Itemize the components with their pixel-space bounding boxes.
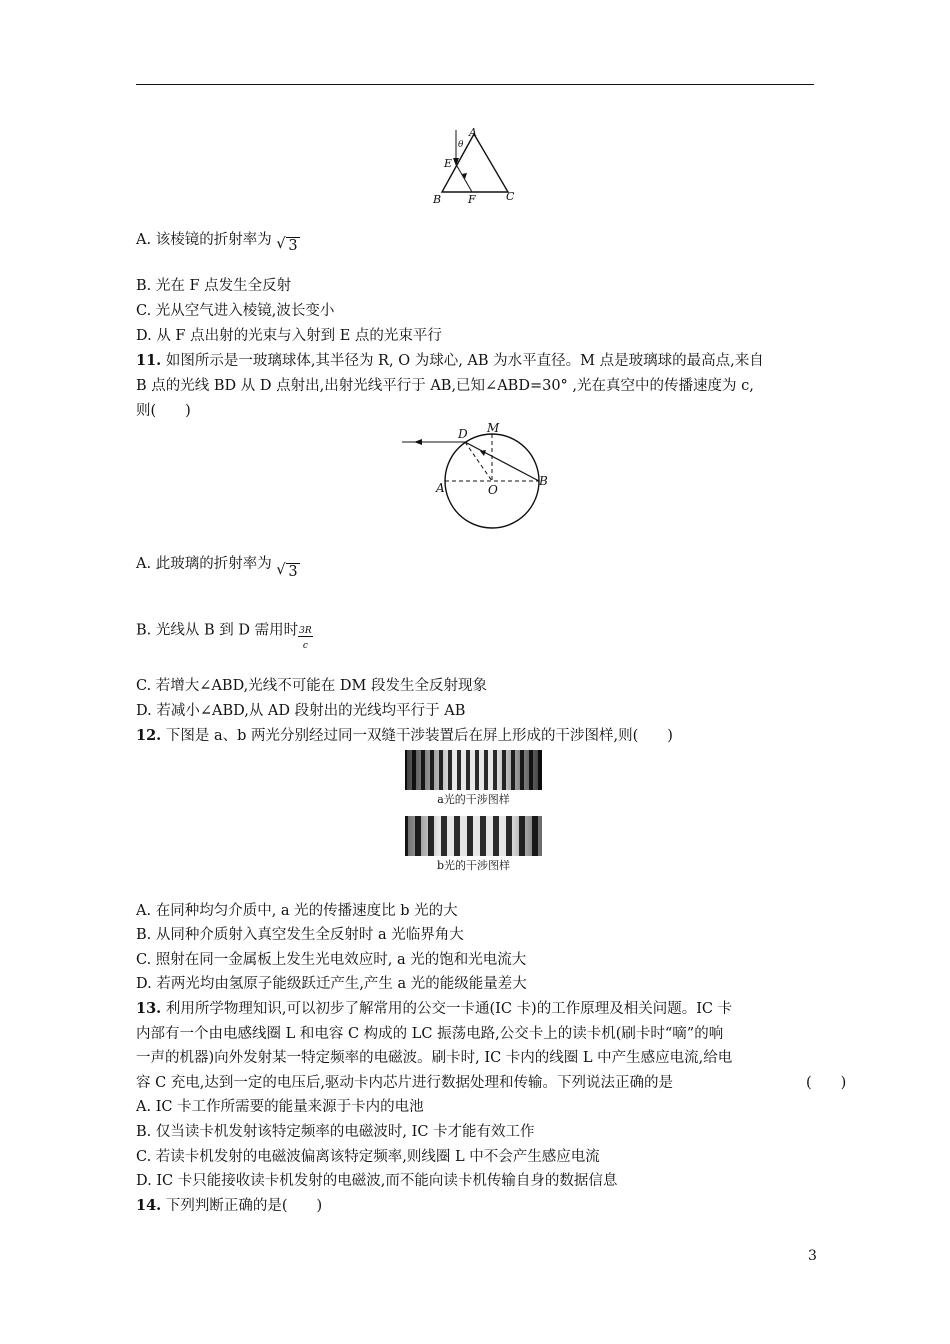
- sqrt-expression: √ 3: [276, 236, 298, 254]
- label-A: A: [469, 126, 477, 139]
- label-D: D: [458, 427, 468, 441]
- q11-option-c: C. 若增大∠ABD,光线不可能在 DM 段发生全反射现象: [136, 678, 487, 694]
- q13-option-a: A. IC 卡工作所需要的能量来源于卡内的电池: [136, 1099, 424, 1115]
- q13-option-c: C. 若读卡机发射的电磁波偏离该特定频率,则线圈 L 中不会产生感应电流: [136, 1149, 600, 1165]
- header-rule: [136, 84, 814, 85]
- q13-stem-line-2: 内部有一个由电感线圈 L 和电容 C 构成的 LC 振荡电路,公交卡上的读卡机(刷卡时“嘀”的响: [136, 1026, 724, 1042]
- q13-stem-line-1: 13. 利用所学物理知识,可以初步了解常用的公交一卡通(IC 卡)的工作原理及相关问题。IC 卡: [136, 1000, 733, 1017]
- q11-stem-line-2: B 点的光线 BD 从 D 点射出,出射光线平行于 AB,已知∠ABD=30° ,光在真空中的传播速度为 c,: [136, 378, 754, 394]
- q12-option-a: A. 在同种均匀介质中, a 光的传播速度比 b 光的大: [136, 903, 458, 919]
- page-number: 3: [808, 1248, 817, 1264]
- q13-option-b: B. 仅当读卡机发射该特定频率的电磁波时, IC 卡才能有效工作: [136, 1124, 535, 1140]
- label-B: B: [433, 193, 442, 206]
- q10-option-d: D. 从 F 点出射的光束与入射到 E 点的光束平行: [136, 328, 442, 344]
- label-O: O: [488, 483, 498, 497]
- prism-figure: [428, 122, 524, 208]
- sqrt-expression: √ 3: [276, 562, 298, 580]
- label-B: B: [539, 474, 548, 488]
- q12-option-b: B. 从同种介质射入真空发生全反射时 a 光临界角大: [136, 927, 464, 943]
- q10-option-b: B. 光在 F 点发生全反射: [136, 278, 292, 294]
- q10-option-a: A. 该棱镜的折射率为 √ 3: [136, 232, 298, 254]
- q11-option-d: D. 若减小∠ABD,从 AD 段射出的光线均平行于 AB: [136, 703, 466, 719]
- label-M: M: [487, 421, 500, 435]
- q11-option-a: A. 此玻璃的折射率为 √ 3: [136, 556, 298, 580]
- q11-stem-line-1: 11. 如图所示是一玻璃球体,其半径为 R, O 为球心, AB 为水平直径。M 点是玻璃球的最高点,来自: [136, 352, 764, 369]
- label-E: E: [444, 157, 453, 170]
- q11-stem-line-3: 则( ): [136, 403, 191, 419]
- q13-option-d: D. IC 卡只能接收读卡机发射的电磁波,而不能向读卡机传输自身的数据信息: [136, 1173, 618, 1189]
- label-A: A: [436, 481, 445, 495]
- q13-answer-bracket: ( ): [806, 1075, 847, 1091]
- q12-option-d: D. 若两光均由氢原子能级跃迁产生,产生 a 光的能级能量差大: [136, 976, 527, 992]
- q10-option-c: C. 光从空气进入棱镜,波长变小: [136, 303, 335, 319]
- fringe-caption-b: b光的干涉图样: [436, 859, 511, 872]
- glass-sphere-figure: [400, 420, 560, 532]
- fringe-pattern-a: [405, 750, 542, 790]
- label-F: F: [468, 193, 476, 206]
- q14-stem: 14. 下列判断正确的是( ): [136, 1197, 323, 1214]
- label-theta: θ: [458, 140, 464, 150]
- fringe-pattern-b: [405, 816, 542, 856]
- q13-stem-line-4: 容 C 充电,达到一定的电压后,驱动卡内芯片进行数据处理和传输。下列说法正确的是: [136, 1075, 674, 1091]
- q12-option-c: C. 照射在同一金属板上发生光电效应时, a 光的饱和光电流大: [136, 952, 527, 968]
- q12-stem: 12. 下图是 a、b 两光分别经过同一双缝干涉装置后在屏上形成的干涉图样,则( ): [136, 727, 673, 744]
- fringe-caption-a: a光的干涉图样: [437, 793, 510, 806]
- fraction-3r-over-c: $\frac{3R}{c}$: [299, 626, 312, 651]
- label-C: C: [506, 190, 515, 203]
- q11-option-b: B. 光线从 B 到 D 需用时 $\frac{3R}{c}$: [136, 622, 312, 651]
- q13-stem-line-3: 一声的机器)向外发射某一特定频率的电磁波。刷卡时, IC 卡内的线圈 L 中产生感应电流,给电: [136, 1050, 733, 1066]
